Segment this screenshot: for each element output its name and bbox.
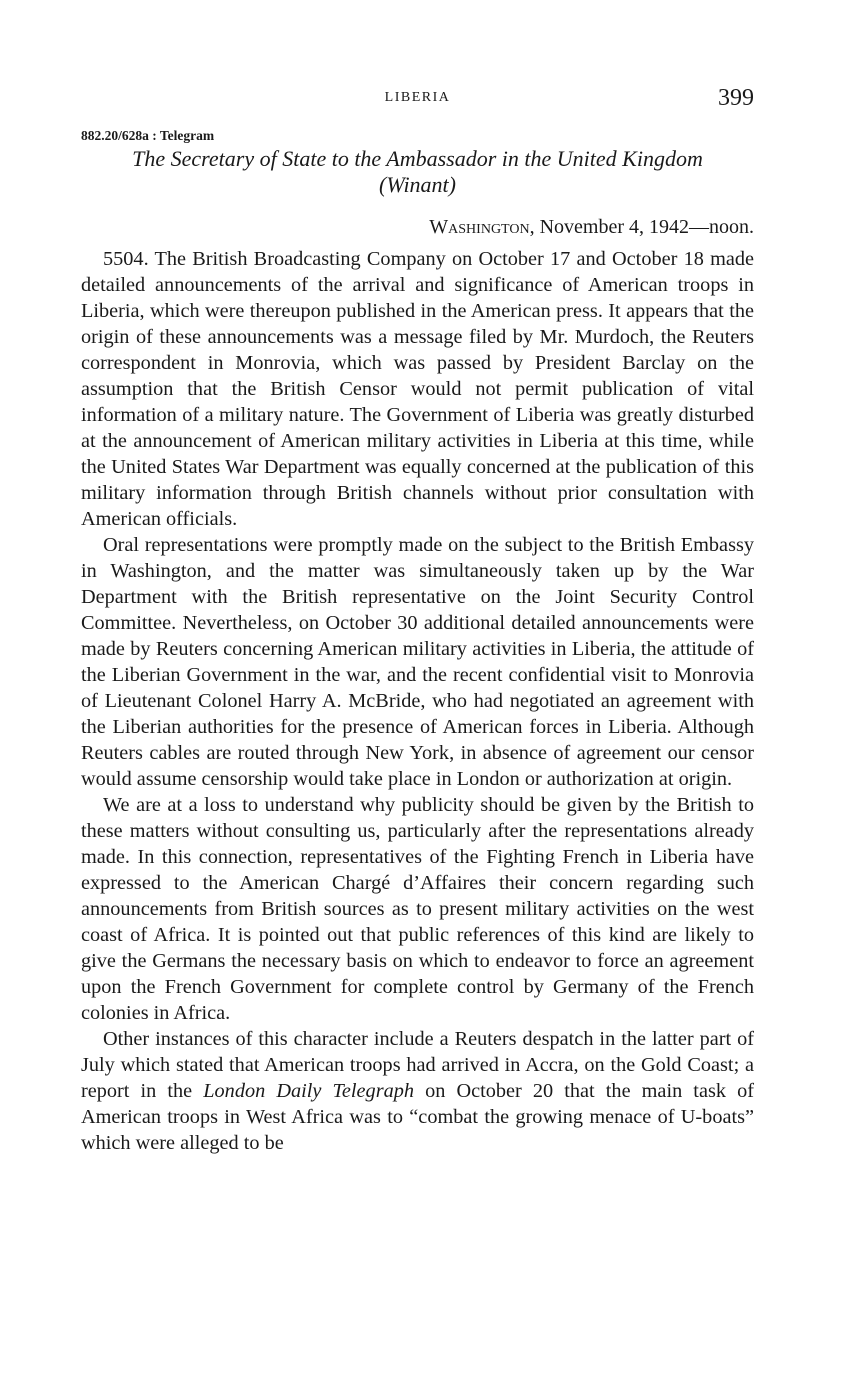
newspaper-title: London Daily Telegraph bbox=[203, 1080, 415, 1102]
paragraph-4-part-1: Other instances of this character include a Reuters despatch in the latter part of July which stated that American troops had arrived in Accra, on the Gold Coast; a report in the bbox=[81, 1028, 754, 1102]
document-title-line-2: (Winant) bbox=[379, 172, 456, 197]
paragraph-3: We are at a loss to understand why publicity should be given by the British to these matters without consulting us, particularly after the representations already made. In this connection, representatives of the Fighting French in Liberia have expressed to the American Chargé d’Affaires their concern regarding such announcements from British sources as to present military activities on the west coast of Africa. It is pointed out that public references of this kind are likely to give the Germans the necessary basis on which to endeavor to force an agreement upon the French Government for complete control by Germany of the French colonies in Africa. bbox=[81, 794, 754, 1024]
dateline bbox=[81, 214, 754, 240]
file-reference: 882.20/628a : Telegram bbox=[81, 128, 215, 143]
page-number: 399 bbox=[718, 85, 754, 111]
body-text bbox=[81, 246, 754, 1156]
running-title: LIBERIA bbox=[384, 90, 451, 105]
document-title-line-1: The Secretary of State to the Ambassador in the United Kingdom bbox=[132, 146, 703, 171]
document-page bbox=[81, 84, 754, 1156]
paragraph-4 bbox=[81, 1026, 754, 1156]
paragraph-2: Oral representations were promptly made on the subject to the British Embassy in Washington, and the matter was simultaneously taken up by the War Department with the British representative on the Joint Security Control Committee. Nevertheless, on October 30 additional detailed announcements were made by Reuters concerning American military activities in Liberia, the attitude of the Liberian Government in the war, and the recent confidential visit to Monrovia of Lieutenant Colonel Harry A. McBride, who had negotiated an agreement with the Liberian authorities for the presence of American forces in Liberia. Although Reuters cables are routed through New York, in absence of agreement our censor would assume censorship would take place in London or authorization at origin. bbox=[81, 534, 754, 790]
dateline-date: , November 4, 1942—noon. bbox=[529, 216, 754, 238]
document-title bbox=[81, 146, 754, 198]
dateline-place: Washington bbox=[429, 216, 530, 238]
running-head bbox=[81, 84, 754, 114]
paragraph-4-part-2: on October 20 that the main task of American troops in West Africa was to “combat the growing menace of U-boats” which were alleged to be bbox=[81, 1080, 754, 1154]
paragraph-1: 5504. The British Broadcasting Company on October 17 and October 18 made detailed announcements of the arrival and significance of American troops in Liberia, which were thereupon published in the American press. It appears that the origin of these announcements was a message filed by Mr. Murdoch, the Reuters correspondent in Monrovia, which was passed by President Barclay on the assumption that the British Censor would not permit publication of vital information of a military nature. The Government of Liberia was greatly disturbed at the announcement of American military activities in Liberia at this time, while the United States War Department was equally concerned at the publication of this military information through British channels without prior consultation with American officials. bbox=[81, 248, 754, 530]
